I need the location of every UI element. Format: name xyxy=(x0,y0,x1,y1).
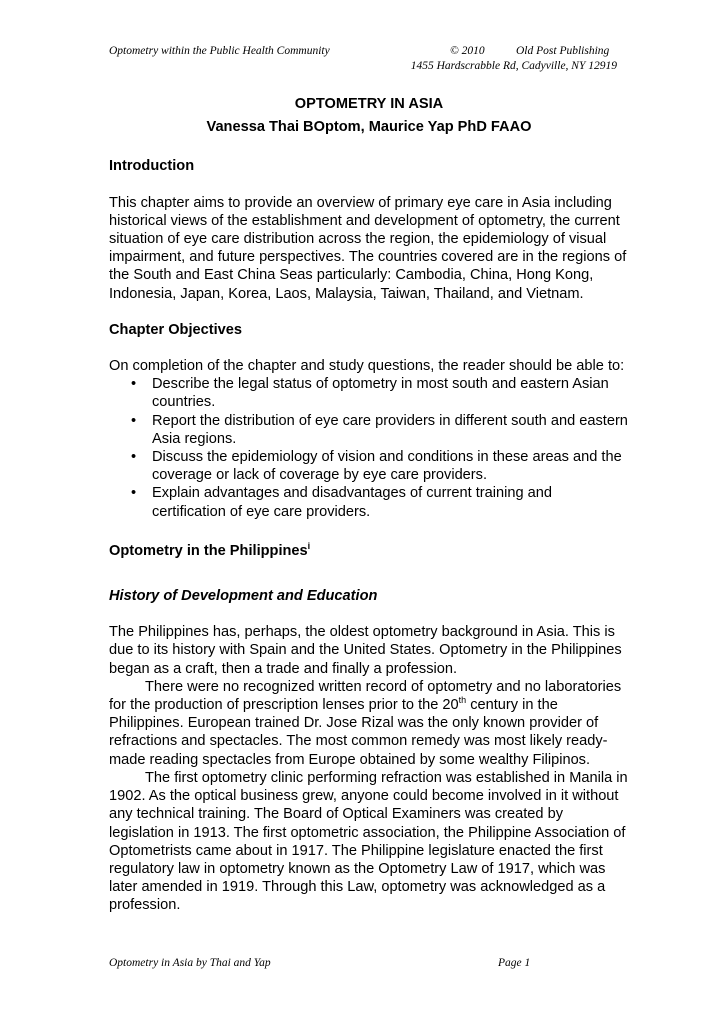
para2-text-a: There were no recognized written record of optometry and no laboratories for the production of prescription lenses prior to the 20 xyxy=(109,678,622,714)
header-book-title: Optometry within the Public Health Community xyxy=(109,45,330,57)
bullet-icon: • xyxy=(131,376,137,393)
bullet-icon: • xyxy=(131,485,137,502)
footer-title: Optometry in Asia by Thai and Yap xyxy=(109,957,271,969)
header-address: 1455 Hardscrabble Rd, Cadyville, NY 12919 xyxy=(410,60,617,72)
introduction-text: This chapter aims to provide an overview of primary eye care in Asia including historical views of the establishment and development of optometry, the current situation of eye care distribution across the region, the epidemiology of visual impairment, and future perspectives. The countries covered are in the regions of the South and East China Seas particularly: Cambodia, China, Hong Kong, Indonesia, Japan, Korea, Laos, Malaysia, Taiwan, Thailand, and Vietnam. xyxy=(109,194,627,302)
page-footer xyxy=(109,956,617,972)
philippines-paragraph-1: The Philippines has, perhaps, the oldest optometry background in Asia. This is due to its history with Spain and the United States. Optometry in the Philippines began as a craft, then a trade and finally a profession. xyxy=(109,624,622,677)
page-number: Page 1 xyxy=(498,957,531,969)
endnote-marker: i xyxy=(307,541,311,551)
objective-text: Describe the legal status of optometry in most south and eastern Asian countries. xyxy=(152,376,609,411)
philippines-heading-text: Optometry in the Philippines xyxy=(109,542,308,559)
superscript-th: th xyxy=(458,695,467,706)
chapter-authors: Vanessa Thai BOptom, Maurice Yap PhD FAAO xyxy=(206,119,532,136)
introduction-heading: Introduction xyxy=(109,158,195,175)
objectives-list xyxy=(109,375,629,521)
history-subheading: History of Development and Education xyxy=(109,588,378,605)
philippines-heading xyxy=(109,542,629,560)
header-publisher: Old Post Publishing xyxy=(516,45,610,57)
page-content xyxy=(109,95,629,915)
philippines-paragraph-2 xyxy=(109,678,629,769)
chapter-title: OPTOMETRY IN ASIA xyxy=(294,96,444,112)
objectives-intro: On completion of the chapter and study questions, the reader should be able to: xyxy=(109,358,625,375)
list-item xyxy=(131,375,629,411)
objective-text: Explain advantages and disadvantages of current training and certification of eye care providers. xyxy=(152,485,552,520)
para2-text-b: century in the Philippines. European trained Dr. Jose Rizal was the only known provider of refractions and spectacles. The most common remedy was most likely ready-made reading spectacles from Europe obtained by some wealthy Filipinos. xyxy=(109,697,608,768)
page-header xyxy=(109,44,617,78)
list-item xyxy=(131,484,629,520)
bullet-icon: • xyxy=(131,449,137,466)
list-item xyxy=(131,448,629,484)
objective-text: Report the distribution of eye care providers in different south and eastern Asia regions. xyxy=(152,412,628,447)
bullet-icon: • xyxy=(131,412,137,429)
objective-text: Discuss the epidemiology of vision and conditions in these areas and the coverage or lack of coverage by eye care providers. xyxy=(152,449,622,484)
header-copyright: © 2010 xyxy=(450,45,485,57)
philippines-paragraph-3: The first optometry clinic performing refraction was established in Manila in 1902. As the optical business grew, anyone could become involved in it without any technical training. The Board of Optical Examiners was created by legislation in 1913. The first optometric association, the Philippine Association of Optometrists came about in 1917. The Philippine legislature enacted the first regulatory law in optometry known as the Optometry Law of 1917, which was later amended in 1919. Through this Law, optometry was acknowledged as a profession. xyxy=(109,769,628,914)
list-item xyxy=(131,412,629,448)
objectives-heading: Chapter Objectives xyxy=(109,321,243,338)
